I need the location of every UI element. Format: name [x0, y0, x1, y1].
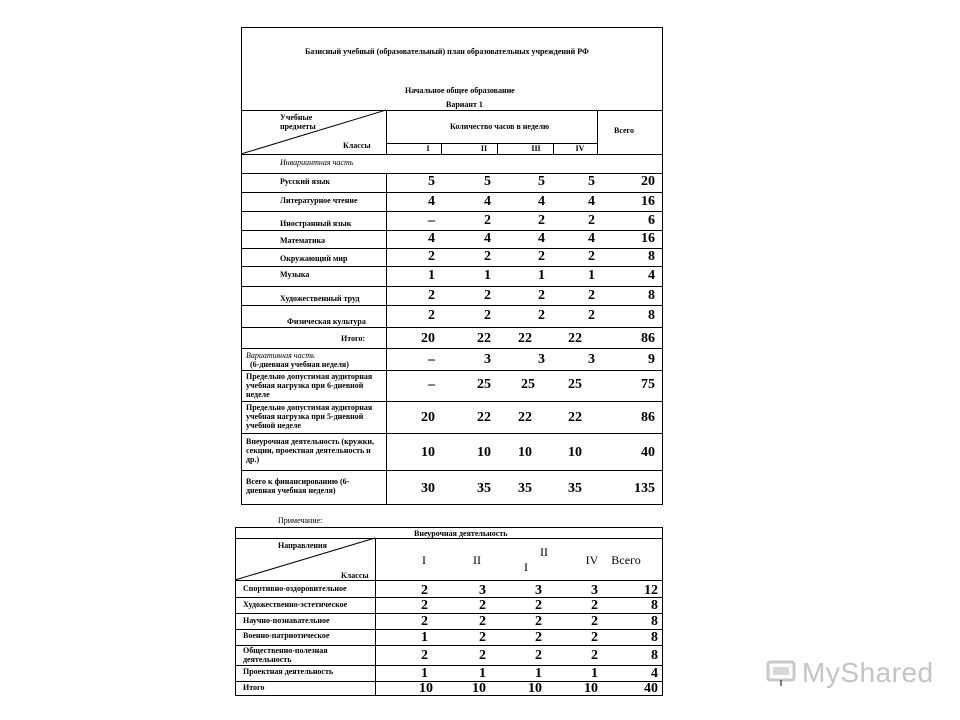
cell-value: 2 — [588, 249, 595, 264]
note-cell: 10 — [472, 681, 486, 696]
watermark — [766, 655, 934, 691]
note-cell-total: 8 — [651, 648, 658, 663]
cell-value: 22 — [477, 410, 491, 425]
cell-value: 2 — [538, 308, 545, 323]
note-cell: 1 — [421, 666, 428, 681]
hdr-subjects-line2: предметы — [280, 122, 316, 131]
row-label: Внеурочная деятельность (кружки, секции, проектная деятельность и др.) — [246, 437, 374, 464]
note-cell: 1 — [535, 666, 542, 681]
cell-value: 2 — [538, 249, 545, 264]
cell-value: 22 — [477, 331, 491, 346]
row-label: Русский язык — [280, 177, 330, 186]
cell-value: 4 — [538, 231, 545, 246]
cell-total: 9 — [648, 352, 655, 367]
note-cell: 2 — [535, 598, 542, 613]
cell-value: 20 — [421, 410, 435, 425]
row-label: Предельно допустимая аудиторная учебная нагрузка при 6-дневной неделе — [246, 372, 373, 399]
note-cell: 2 — [479, 648, 486, 663]
row-label-variative-line1: Вариативная часть — [246, 351, 315, 360]
note-cell: 3 — [535, 583, 542, 598]
cell-total: 6 — [648, 213, 655, 228]
grade-header-3: III — [531, 144, 541, 153]
cell-value: 30 — [421, 481, 435, 496]
note-row-label: Спортивно-оздоровительное — [243, 584, 347, 593]
row-label: Окружающий мир — [280, 254, 348, 263]
main-subtitle: Начальное общее образование — [405, 86, 515, 95]
cell-total: 75 — [641, 377, 655, 392]
hdr-total: Всего — [614, 126, 634, 135]
note-hdr-directions: Направления — [278, 541, 327, 550]
cell-value: 5 — [428, 174, 435, 189]
grade-header-1: I — [426, 144, 430, 153]
row-label-variative-line2: (6-дневная учебная неделя) — [250, 360, 349, 369]
note-cell-total: 8 — [651, 630, 658, 645]
cell-total: 86 — [641, 410, 655, 425]
cell-value: 4 — [428, 194, 435, 209]
hdr-hours: Количество часов в неделю — [450, 122, 550, 131]
cell-value: 22 — [518, 331, 532, 346]
note-cell: 2 — [421, 614, 428, 629]
note-grade-3 — [524, 545, 548, 575]
note-grade-2: II — [473, 553, 481, 567]
note-cell: 2 — [591, 648, 598, 663]
cell-value: 4 — [484, 194, 491, 209]
cell-value: 4 — [538, 194, 545, 209]
cell-value: 4 — [484, 231, 491, 246]
note-cell: 10 — [419, 681, 433, 696]
cell-value: 10 — [421, 445, 435, 460]
cell-value: 5 — [484, 174, 491, 189]
note-cell: 2 — [591, 614, 598, 629]
cell-total: 20 — [641, 174, 655, 189]
row-label: Иностранный язык — [280, 219, 352, 228]
note-cell: 2 — [535, 614, 542, 629]
note-cell: 1 — [421, 630, 428, 645]
note-cell: 2 — [479, 614, 486, 629]
note-row-label: Проектная деятельность — [243, 667, 334, 676]
cell-value: 3 — [484, 352, 491, 367]
note-cell: 2 — [535, 648, 542, 663]
note-cell: 2 — [421, 648, 428, 663]
cell-value: 2 — [428, 249, 435, 264]
note-cell-total: 8 — [651, 614, 658, 629]
note-label: Примечание: — [278, 516, 323, 525]
row-label: Музыка — [280, 270, 310, 279]
note-cell: 2 — [479, 598, 486, 613]
cell-value: 25 — [477, 377, 491, 392]
cell-value: 2 — [484, 249, 491, 264]
cell-value: 35 — [477, 481, 491, 496]
cell-total: 4 — [648, 268, 655, 283]
note-cell-total: 4 — [651, 666, 658, 681]
note-hdr-total: Всего — [611, 553, 641, 567]
row-label: Художественный труд — [280, 294, 360, 303]
presentation-icon — [766, 658, 796, 688]
note-cell: 3 — [479, 583, 486, 598]
row-label: Всего к финансированию (6-дневная учебная неделя) — [246, 477, 350, 495]
note-hdr-classes: Классы — [341, 571, 369, 580]
cell-value: – — [428, 213, 435, 228]
note-cell-total: 40 — [644, 681, 658, 696]
cell-value: 2 — [484, 213, 491, 228]
cell-value: 22 — [568, 331, 582, 346]
note-cell: 3 — [591, 583, 598, 598]
row-label: Предельно допустимая аудиторная учебная нагрузка при 5-дневной учебной неделе — [246, 403, 373, 430]
note-row-label: Художественно-эстетическое — [243, 600, 348, 609]
cell-total: 40 — [641, 445, 655, 460]
note-cell: 2 — [591, 630, 598, 645]
cell-total: 8 — [648, 249, 655, 264]
cell-value: 35 — [518, 481, 532, 496]
cell-total: 8 — [648, 288, 655, 303]
cell-value: 20 — [421, 331, 435, 346]
cell-value: – — [428, 352, 435, 367]
note-cell: 1 — [479, 666, 486, 681]
cell-value: 1 — [588, 268, 595, 283]
hdr-classes: Классы — [343, 141, 371, 150]
cell-value: 5 — [588, 174, 595, 189]
cell-value: 25 — [568, 377, 582, 392]
cell-value: – — [428, 377, 435, 392]
note-cell: 2 — [479, 630, 486, 645]
cell-total: 86 — [641, 331, 655, 346]
cell-total: 16 — [641, 194, 655, 209]
cell-value: 4 — [588, 231, 595, 246]
note-row-label: Научно-познавательное — [243, 616, 330, 625]
note-grade-1: I — [422, 553, 426, 567]
note-grade-4: IV — [585, 553, 599, 567]
note-row-label: Итого — [243, 683, 265, 692]
grade-header-4: IV — [575, 144, 585, 153]
cell-value: 2 — [484, 308, 491, 323]
note-hdr-activity: Внеурочная деятельность — [414, 529, 508, 538]
cell-value: 10 — [477, 445, 491, 460]
watermark-text: MyShared — [802, 657, 934, 688]
cell-total: 8 — [648, 308, 655, 323]
cell-value: 25 — [521, 377, 535, 392]
note-cell: 10 — [584, 681, 598, 696]
note-cell: 2 — [421, 598, 428, 613]
cell-value: 2 — [588, 213, 595, 228]
cell-value: 35 — [568, 481, 582, 496]
row-label: Физическая культура — [287, 317, 366, 326]
cell-value: 22 — [568, 410, 582, 425]
note-cell: 1 — [591, 666, 598, 681]
note-cell-total: 12 — [644, 583, 658, 598]
cell-value: 3 — [588, 352, 595, 367]
note-cell: 2 — [591, 598, 598, 613]
cell-value: 3 — [538, 352, 545, 367]
cell-value: 22 — [518, 410, 532, 425]
cell-value: 4 — [588, 194, 595, 209]
note-grade-3-part2: I — [524, 560, 528, 574]
cell-value: 2 — [588, 308, 595, 323]
cell-value: 1 — [538, 268, 545, 283]
row-label: Литературное чтение — [280, 196, 358, 205]
invariant-label: Инвариантная часть — [280, 158, 354, 167]
note-grade-3-part1: II — [540, 545, 548, 559]
note-row-label: Общественно-полезная деятельность — [243, 646, 328, 664]
row-label: Итого: — [341, 334, 366, 343]
cell-total: 135 — [634, 481, 655, 496]
cell-value: 10 — [518, 445, 532, 460]
cell-value: 1 — [484, 268, 491, 283]
cell-value: 1 — [428, 268, 435, 283]
cell-value: 2 — [484, 288, 491, 303]
row-label: Математика — [280, 236, 326, 245]
note-cell: 2 — [421, 583, 428, 598]
note-cell: 10 — [528, 681, 542, 696]
main-variant: Вариант 1 — [446, 100, 483, 109]
cell-value: 2 — [538, 288, 545, 303]
cell-value: 2 — [428, 308, 435, 323]
grade-header-2: II — [480, 144, 488, 153]
cell-value: 2 — [428, 288, 435, 303]
cell-value: 2 — [588, 288, 595, 303]
note-cell-total: 8 — [651, 598, 658, 613]
main-title: Базисный учебный (образовательный) план образовательных учреждений РФ — [305, 47, 589, 56]
cell-value: 2 — [538, 213, 545, 228]
cell-value: 5 — [538, 174, 545, 189]
cell-value: 4 — [428, 231, 435, 246]
cell-total: 16 — [641, 231, 655, 246]
cell-value: 10 — [568, 445, 582, 460]
note-row-label: Военно-патриотическое — [243, 631, 330, 640]
hdr-subjects-line1: Учебные — [280, 113, 313, 122]
note-cell: 2 — [535, 630, 542, 645]
